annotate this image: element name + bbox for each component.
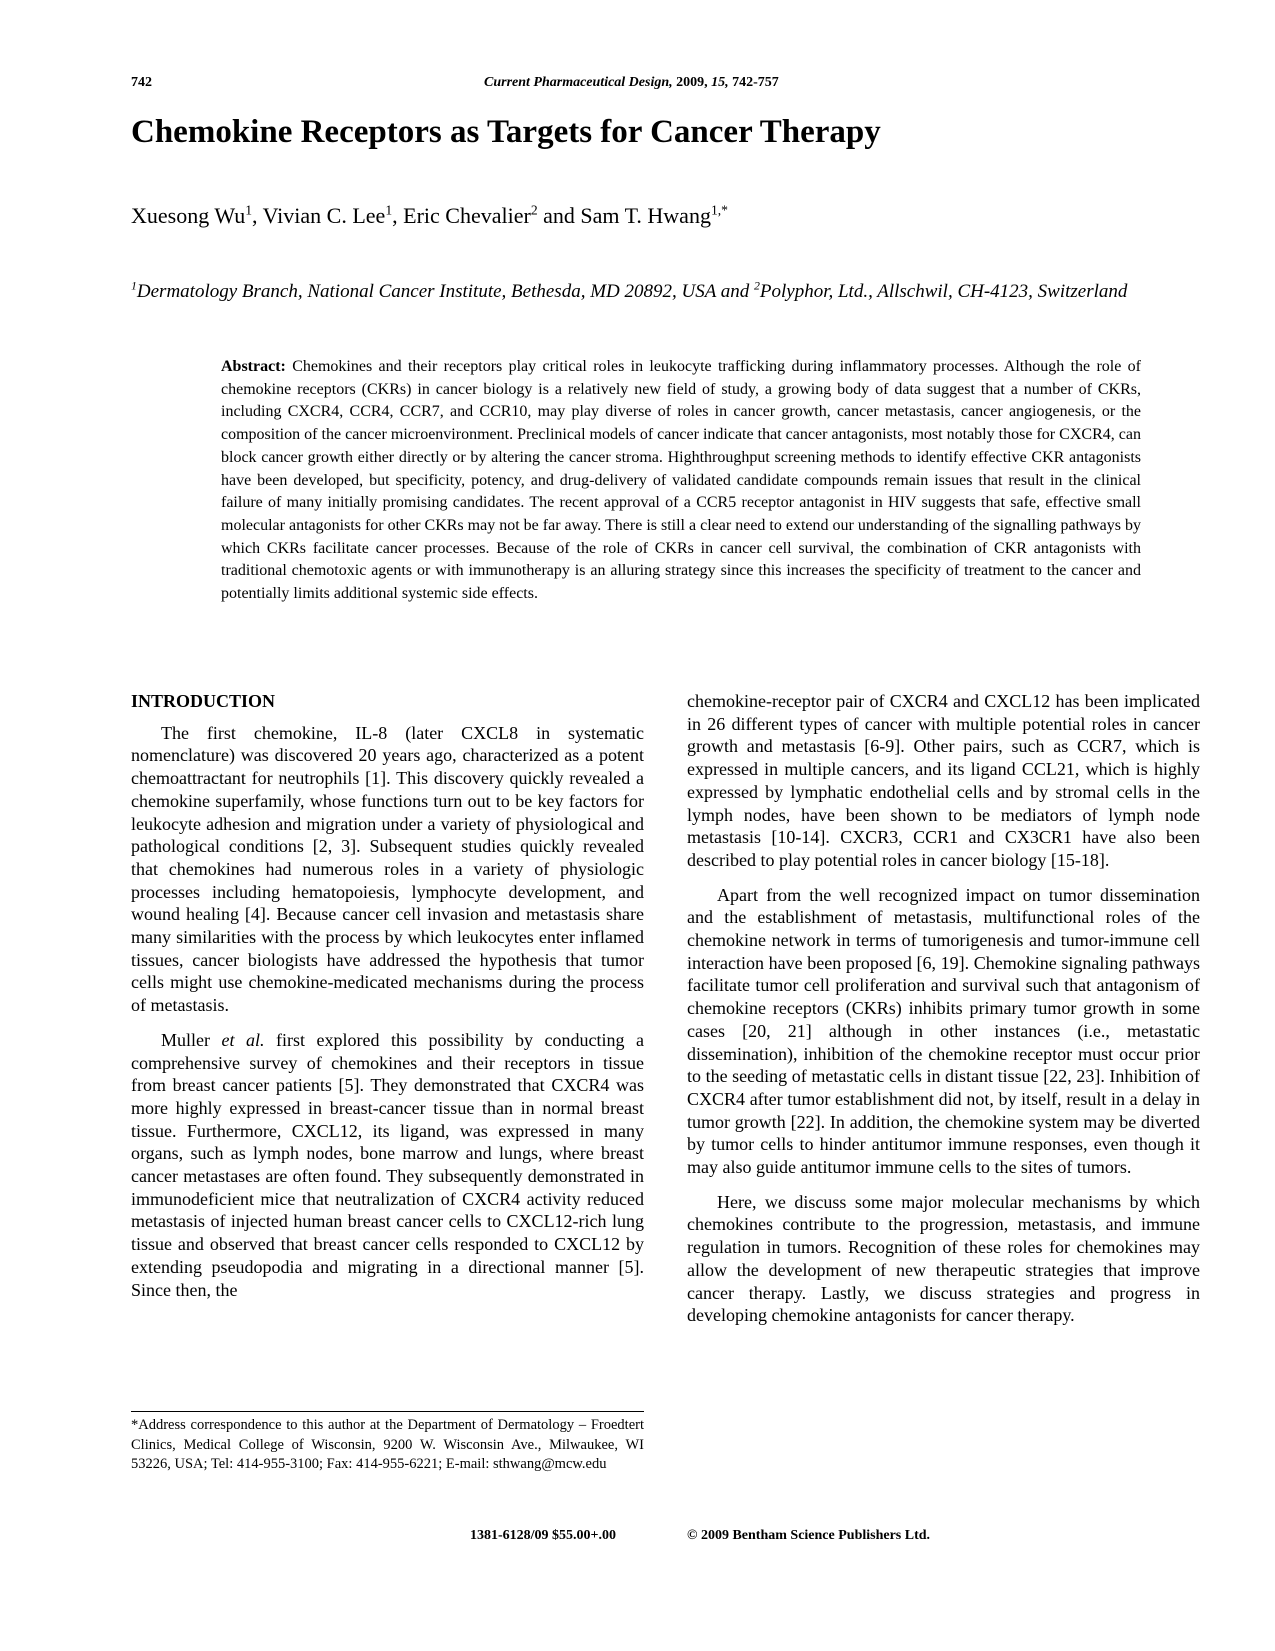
author-name: , Vivian C. Lee bbox=[252, 203, 386, 228]
footer-copyright: © 2009 Bentham Science Publishers Ltd. bbox=[687, 1528, 931, 1543]
paragraph bbox=[131, 1029, 644, 1301]
abstract-text: Chemokines and their receptors play critical roles in leukocyte trafficking during inflammatory processes. Although the role of chemokine receptors (CKRs) in cancer biology is a relatively new field of study, a growing body of data suggest that a number of CKRs, including CXCR4, CCR4, CCR7, and CCR10, may play diverse of roles in cancer growth, cancer metastasis, cancer angiogenesis, or the composition of the cancer microenvironment. Preclinical models of cancer indicate that cancer antagonists, most notably those for CXCR4, can block cancer growth either directly or by altering the cancer stroma. Highthroughput screening methods to identify effective CKR antagonists have been developed, but specificity, potency, and drug-delivery of validated candidate compounds remain issues that result in the clinical failure of many initially promising candidates. The recent approval of a CCR5 receptor antagonist in HIV suggests that safe, effective small molecular antagonists for other CKRs may not be far away. There is still a clear need to extend our understanding of the signalling pathways by which CKRs facilitate cancer processes. Because of the role of CKRs in cancer cell survival, the combination of CKR antagonists with traditional chemotoxic agents or with immunotherapy is an alluring strategy since this increases the specificity of treatment to the cancer and potentially limits additional systemic side effects. bbox=[221, 358, 1141, 603]
journal-year: 2009, bbox=[676, 75, 708, 90]
author-affiliation-mark: 2 bbox=[530, 202, 538, 218]
journal-volume: 15, bbox=[711, 75, 729, 90]
article-title: Chemokine Receptors as Targets for Cancer Therapy bbox=[131, 114, 881, 150]
paragraph: Apart from the well recognized impact on tumor dissemination and the establishment of metastasis, multifunctional roles of the chemokine network in terms of tumorigenesis and tumor-immune cell interaction have been proposed [6, 19]. Chemokine signaling pathways facilitate tumor cell proliferation and survival such that antagonism of chemokine receptors (CKRs) inhibits primary tumor growth in some cases [20, 21] although in other instances (i.e., metastatic dissemination), inhibition of the chemokine receptor must occur prior to the seeding of metastatic cells in distant tissue [22, 23]. Inhibition of CXCR4 after tumor establishment did not, by itself, result in a delay in tumor growth [22]. In addition, the chemokine system may be diverted by tumor cells to hinder antitumor immune responses, even though it may also guide antitumor immune cells to the sites of tumors. bbox=[687, 884, 1200, 1178]
left-column bbox=[131, 690, 644, 1301]
journal-pages: 742-757 bbox=[732, 75, 779, 90]
abstract bbox=[221, 356, 1141, 606]
author-affiliation-mark: 1 bbox=[245, 202, 253, 218]
author-name: and Sam T. Hwang bbox=[537, 203, 711, 228]
author-affiliation-mark: 1 bbox=[385, 202, 393, 218]
page-number: 742 bbox=[131, 75, 152, 90]
affiliation-text: Dermatology Branch, National Cancer Institute, Bethesda, MD 20892, USA and bbox=[136, 281, 754, 302]
paragraph-text: first explored this possibility by conducting a comprehensive survey of chemokines and their receptors in tissue from breast cancer patients [5]. They demonstrated that CXCR4 was more highly expressed in breast-cancer tissue than in normal breast tissue. Furthermore, CXCL12, its ligand, was expressed in many organs, such as lymph nodes, bone marrow and lungs, where breast cancer metastases are often found. They subsequently demonstrated in immunodeficient mice that neutralization of CXCR4 activity reduced metastasis of injected human breast cancer cells to CXCL12-rich lung tissue and observed that breast cancer cells responded to CXCL12 by extending pseudopodia and migrating in a directional manner [5]. Since then, the bbox=[131, 1029, 644, 1300]
author-name: Xuesong Wu bbox=[131, 203, 246, 228]
footer-issn: 1381-6128/09 $55.00+.00 bbox=[470, 1528, 617, 1543]
footnote-divider bbox=[131, 1411, 644, 1412]
author-affiliation-mark: 1,* bbox=[710, 202, 728, 218]
et-al: et al. bbox=[221, 1029, 265, 1050]
section-heading: INTRODUCTION bbox=[131, 691, 276, 711]
affiliations bbox=[131, 280, 1141, 304]
abstract-label: Abstract: bbox=[221, 358, 286, 375]
author-list bbox=[131, 201, 1151, 231]
running-head bbox=[131, 75, 841, 97]
paragraph: The first chemokine, IL-8 (later CXCL8 in systematic nomenclature) was discovered 20 years ago, characterized as a potent chemoattractant for neutrophils [1]. This discovery quickly revealed a chemokine superfamily, whose functions turn out to be key factors for leukocyte adhesion and migration under a variety of physiological and pathological conditions [2, 3]. Subsequent studies quickly revealed that chemokines had numerous roles in a variety of physiologic processes including hematopoiesis, lymphocyte development, and wound healing [4]. Because cancer cell invasion and metastasis share many similarities with the process by which leukocytes enter inflamed tissues, cancer biologists have addressed the hypothesis that tumor cells might use chemokine-medicated mechanisms during the process of metastasis. bbox=[131, 722, 644, 1016]
affiliation-text: Polyphor, Ltd., Allschwil, CH-4123, Switzerland bbox=[759, 281, 1128, 302]
author-name: , Eric Chevalier bbox=[392, 203, 531, 228]
paragraph-text: Muller bbox=[161, 1029, 222, 1050]
paragraph-continued: chemokine-receptor pair of CXCR4 and CXCL12 has been implicated in 26 different types of cancer with multiple potential roles in cancer growth and metastasis [6-9]. Other pairs, such as CCR7, which is expressed in multiple cancers, and its ligand CCL21, which is highly expressed by lymphatic endothelial cells and by stromal cells in the lymph nodes, have been shown to be mediators of lymph node metastasis [10-14]. CXCR3, CCR1 and CX3CR1 have also been described to play potential roles in cancer biology [15-18]. bbox=[687, 691, 1200, 870]
right-column bbox=[687, 690, 1200, 1327]
journal-citation bbox=[484, 75, 779, 91]
journal-name: Current Pharmaceutical Design, bbox=[484, 75, 673, 90]
affiliation-mark: 1 bbox=[131, 279, 137, 293]
paragraph: Here, we discuss some major molecular mechanisms by which chemokines contribute to the progression, metastasis, and immune regulation in tumors. Recognition of these roles for chemokines may allow the development of new therapeutic strategies that improve cancer therapy. Lastly, we discuss strategies and progress in developing chemokine antagonists for cancer therapy. bbox=[687, 1191, 1200, 1326]
affiliation-mark: 2 bbox=[753, 279, 760, 293]
correspondence-footnote: *Address correspondence to this author at the Department of Dermatology – Froedtert Clinics, Medical College of Wisconsin, 9200 W. Wisconsin Ave., Milwaukee, WI 53226, USA; Tel: 414-955-3100; Fax: 414-955-6221; E-mail: sthwang@mcw.edu bbox=[131, 1417, 644, 1472]
